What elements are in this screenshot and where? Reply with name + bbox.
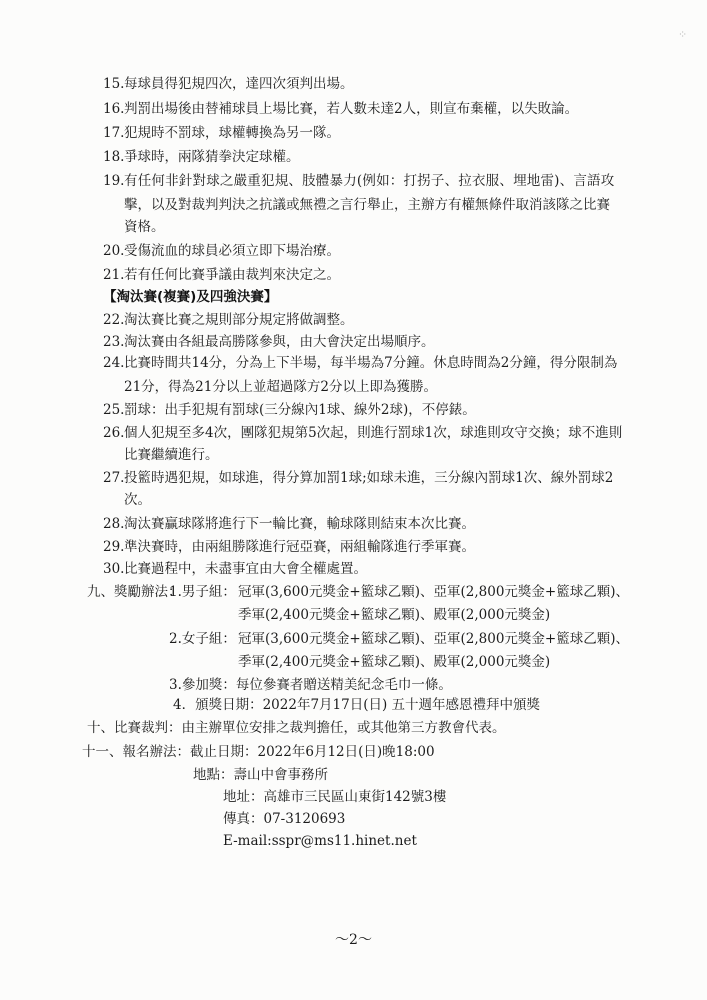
registration-address: 地址：高雄市三民區山東街142號3樓	[223, 789, 447, 805]
rule-17-number: 17.	[103, 125, 125, 141]
rule-27-number: 27.	[103, 470, 125, 486]
knockout-heading: 【淘汰賽(複賽)及四強決賽】	[103, 289, 278, 305]
rule-18-text: 爭球時，兩隊猜拳決定球權。	[124, 149, 300, 165]
rule-27-text: 投籃時遇犯規，如球進，得分算加罰1球;如球未進，三分線內罰球1次、線外罰球2	[124, 470, 614, 486]
rule-21-number: 21.	[103, 267, 125, 283]
page-number: ～2～	[335, 932, 372, 948]
awards-men-line-2: 季軍(2,400元獎金+籃球乙顆)、殿軍(2,000元獎金)	[238, 607, 551, 623]
rule-30-number: 30.	[103, 561, 125, 577]
rule-19-number: 19.	[103, 173, 125, 189]
rule-20-text: 受傷流血的球員必須立即下場治療。	[124, 243, 340, 259]
awards-women-line-2: 季軍(2,400元獎金+籃球乙顆)、殿軍(2,000元獎金)	[238, 654, 551, 670]
rule-19-text-cont-1: 擊，以及對裁判判決之抗議或無禮之言行舉止，主辦方有權無條件取消該隊之比賽	[124, 197, 610, 213]
rule-19-text: 有任何非針對球之嚴重犯規、肢體暴力(例如：打拐子、拉衣服、埋地雷)、言語攻	[124, 173, 615, 189]
rule-17-text: 犯規時不罰球，球權轉換為另一隊。	[124, 125, 340, 141]
rule-25-text: 罰球：出手犯規有罰球(三分線內1球、線外2球)，不停錶。	[124, 402, 476, 418]
awards-ceremony: 4．頒獎日期：2022年7月17日(日) 五十週年感恩禮拜中頒獎	[173, 697, 541, 713]
rule-24-text-cont: 21分，得為21分以上並超過隊方2分以上即為獲勝。	[124, 379, 437, 395]
rule-29-number: 29.	[103, 539, 125, 555]
rule-23-text: 淘汰賽由各組最高勝隊參與，由大會決定出場順序。	[124, 334, 435, 350]
awards-women-label: 2.女子組：	[169, 631, 236, 647]
awards-men-label: 1.男子組：	[169, 584, 236, 600]
rule-26-text: 個人犯規至多4次，團隊犯規第5次起，則進行罰球1次，球進則攻守交換；球不進則	[124, 425, 623, 441]
rule-20-number: 20.	[103, 243, 125, 259]
rule-23-number: 23.	[103, 334, 125, 350]
rule-26-number: 26.	[103, 425, 125, 441]
rule-16-number: 16.	[103, 101, 125, 117]
rule-28-number: 28.	[103, 516, 125, 532]
rule-22-text: 淘汰賽比賽之規則部分規定將做調整。	[124, 312, 354, 328]
rule-30-text: 比賽過程中，未盡事宜由大會全權處置。	[124, 561, 367, 577]
scan-corner-mark: ⁘	[678, 28, 688, 41]
rule-19-text-cont-2: 資格。	[124, 219, 165, 235]
rule-15-text: 每球員得犯規四次，達四次須判出場。	[124, 76, 354, 92]
awards-heading: 九、獎勵辦法：	[87, 584, 182, 600]
registration-fax: 傳真：07-3120693	[223, 811, 346, 827]
registration-location: 地點：壽山中會事務所	[193, 767, 328, 783]
rule-24-text: 比賽時間共14分，分為上下半場，每半場為7分鐘。休息時間為2分鐘，得分限制為	[124, 355, 618, 371]
rule-15-number: 15.	[103, 76, 125, 92]
rule-21-text: 若有任何比賽爭議由裁判來決定之。	[124, 267, 340, 283]
rule-26-text-cont: 比賽繼續進行。	[124, 447, 219, 463]
rule-28-text: 淘汰賽贏球隊將進行下一輪比賽，輸球隊則結束本次比賽。	[124, 516, 475, 532]
registration-email: E-mail:sspr@ms11.hinet.net	[223, 833, 417, 849]
rule-24-number: 24.	[103, 355, 125, 371]
awards-women-line-1: 冠軍(3,600元獎金+籃球乙顆)、亞軍(2,800元獎金+籃球乙顆)、	[238, 631, 629, 647]
registration-heading: 十一、報名辦法：截止日期：2022年6月12日(日)晚18:00	[82, 744, 435, 760]
rule-16-text: 判罰出場後由替補球員上場比賽，若人數未達2人，則宣布棄權，以失敗論。	[124, 101, 579, 117]
rule-29-text: 準決賽時，由兩組勝隊進行冠亞賽，兩組輸隊進行季軍賽。	[124, 539, 475, 555]
rule-25-number: 25.	[103, 402, 125, 418]
awards-participation: 3.參加獎：每位參賽者贈送精美紀念毛巾一條。	[169, 677, 452, 693]
rule-27-text-cont: 次。	[124, 492, 151, 508]
rule-22-number: 22.	[103, 312, 125, 328]
awards-men-line-1: 冠軍(3,600元獎金+籃球乙顆)、亞軍(2,800元獎金+籃球乙顆)、	[238, 584, 629, 600]
judging-section: 十、比賽裁判：由主辦單位安排之裁判擔任，或其他第三方教會代表。	[87, 720, 506, 736]
rule-18-number: 18.	[103, 149, 125, 165]
